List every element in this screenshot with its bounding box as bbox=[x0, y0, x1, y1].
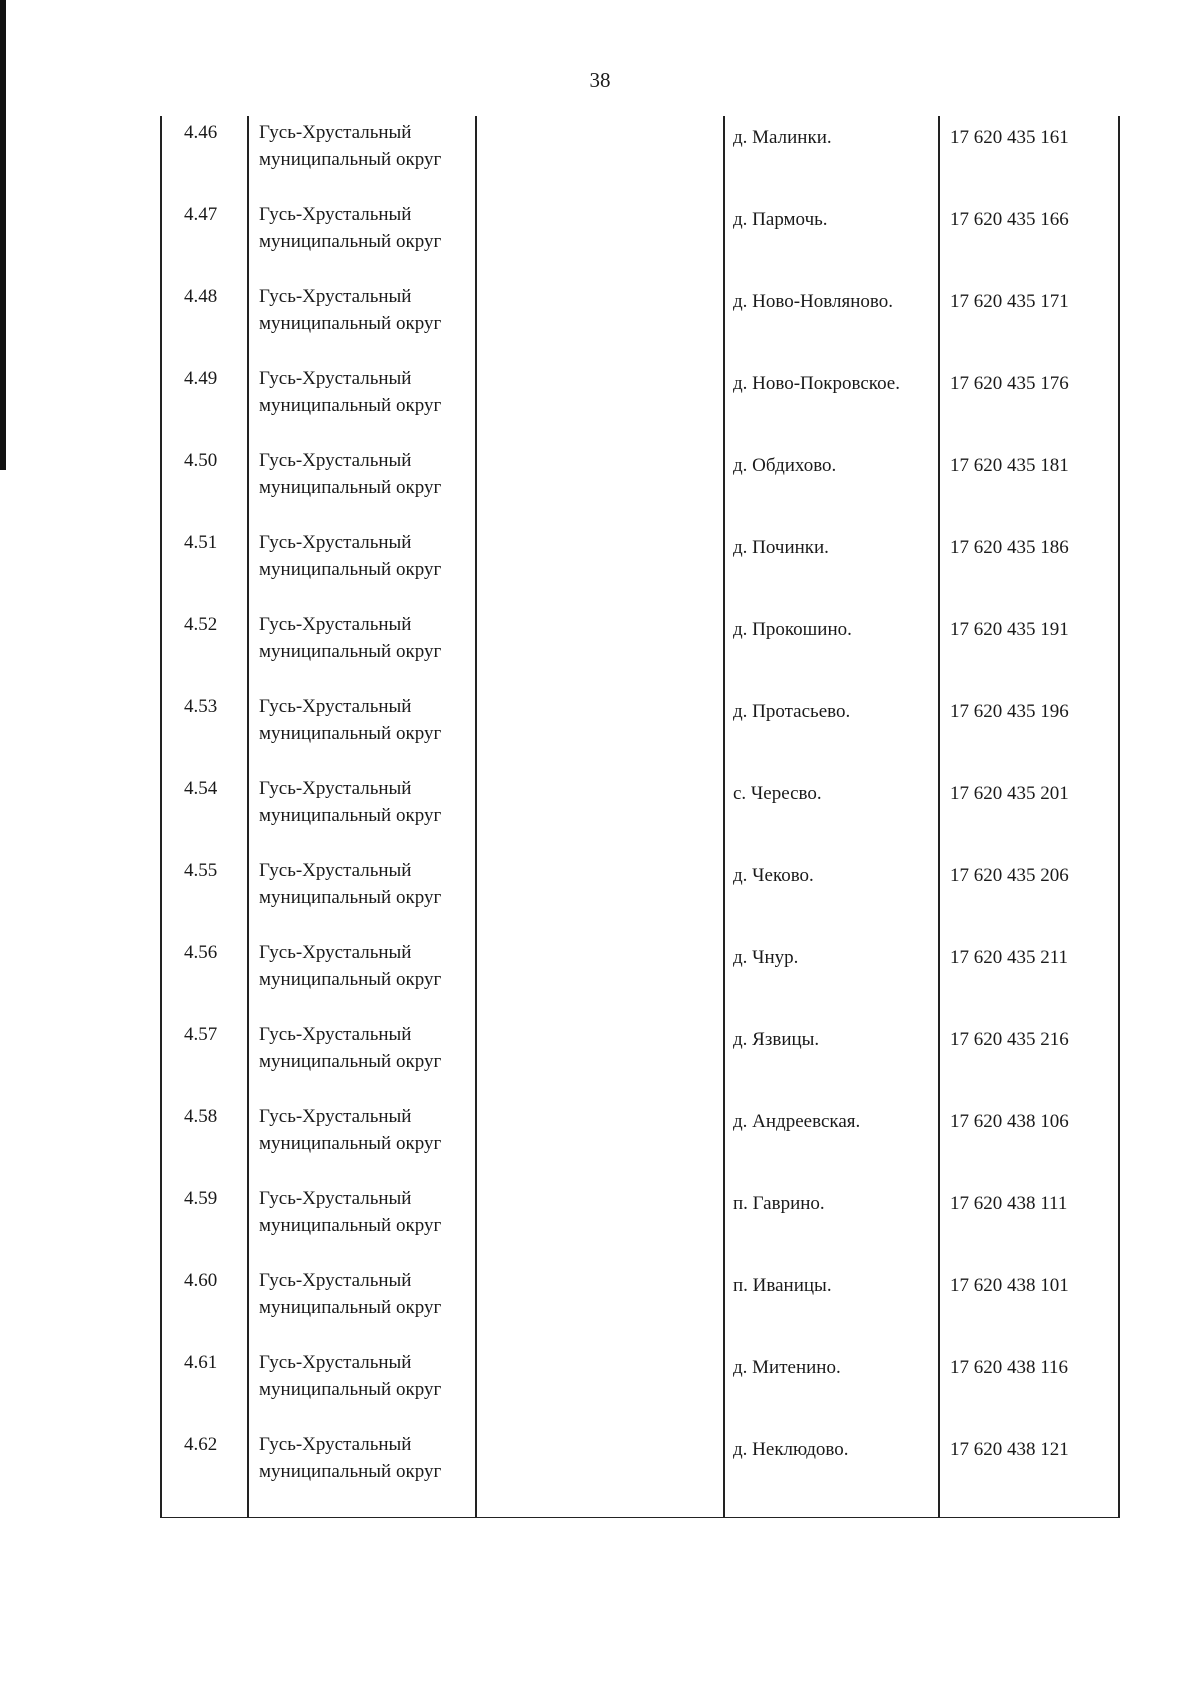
municipality-cell: Гусь-Хрустальный муниципальный округ bbox=[259, 204, 442, 252]
table-row bbox=[160, 1018, 1120, 1100]
row-number: 4.46 bbox=[184, 122, 218, 143]
row-number: 4.57 bbox=[184, 1024, 218, 1045]
municipality-cell: Гусь-Хрустальный муниципальный округ bbox=[259, 696, 442, 744]
oktmo-code-cell: 17 620 435 166 bbox=[950, 209, 1069, 230]
table-row bbox=[160, 362, 1120, 444]
row-number: 4.48 bbox=[184, 286, 218, 307]
oktmo-code-cell: 17 620 435 211 bbox=[950, 947, 1069, 968]
municipality-cell: Гусь-Хрустальный муниципальный округ bbox=[259, 1270, 442, 1318]
settlement-cell: д. Протасьево. bbox=[733, 701, 851, 722]
settlements-table bbox=[160, 116, 1120, 1518]
municipality-cell: Гусь-Хрустальный муниципальный округ bbox=[259, 860, 442, 908]
table-row bbox=[160, 198, 1120, 280]
row-number: 4.50 bbox=[184, 450, 218, 471]
table-row bbox=[160, 116, 1120, 198]
settlement-cell: д. Чнур. bbox=[733, 947, 799, 968]
table-row bbox=[160, 936, 1120, 1018]
municipality-cell: Гусь-Хрустальный муниципальный округ bbox=[259, 532, 442, 580]
settlement-cell: д. Починки. bbox=[733, 537, 829, 558]
row-number: 4.47 bbox=[184, 204, 218, 225]
oktmo-code-cell: 17 620 438 116 bbox=[950, 1357, 1069, 1378]
municipality-cell: Гусь-Хрустальный муниципальный округ bbox=[259, 614, 442, 662]
row-number: 4.61 bbox=[184, 1352, 218, 1373]
settlement-cell: д. Андреевская. bbox=[733, 1111, 861, 1132]
settlement-cell: д. Ново-Новляново. bbox=[733, 291, 893, 312]
row-number: 4.60 bbox=[184, 1270, 218, 1291]
table-row bbox=[160, 1346, 1120, 1428]
oktmo-code-cell: 17 620 438 101 bbox=[950, 1275, 1069, 1296]
settlement-cell: д. Обдихово. bbox=[733, 455, 837, 476]
oktmo-code-cell: 17 620 435 186 bbox=[950, 537, 1069, 558]
table-row bbox=[160, 444, 1120, 526]
municipality-cell: Гусь-Хрустальный муниципальный округ bbox=[259, 1352, 442, 1400]
oktmo-code-cell: 17 620 435 191 bbox=[950, 619, 1069, 640]
table-row bbox=[160, 1264, 1120, 1346]
oktmo-code-cell: 17 620 435 171 bbox=[950, 291, 1069, 312]
row-number: 4.56 bbox=[184, 942, 218, 963]
row-number: 4.55 bbox=[184, 860, 218, 881]
municipality-cell: Гусь-Хрустальный муниципальный округ bbox=[259, 1434, 442, 1482]
row-number: 4.59 bbox=[184, 1188, 218, 1209]
table-row bbox=[160, 772, 1120, 854]
settlement-cell: д. Прокошино. bbox=[733, 619, 852, 640]
row-number: 4.53 bbox=[184, 696, 218, 717]
settlement-cell: п. Гаврино. bbox=[733, 1193, 825, 1214]
oktmo-code-cell: 17 620 438 111 bbox=[950, 1193, 1068, 1214]
settlement-cell: п. Иваницы. bbox=[733, 1275, 832, 1296]
oktmo-code-cell: 17 620 435 176 bbox=[950, 373, 1069, 394]
row-number: 4.62 bbox=[184, 1434, 218, 1455]
table-row bbox=[160, 1182, 1120, 1264]
municipality-cell: Гусь-Хрустальный муниципальный округ bbox=[259, 122, 442, 170]
municipality-cell: Гусь-Хрустальный муниципальный округ bbox=[259, 1188, 442, 1236]
page-number: 38 bbox=[589, 68, 611, 92]
oktmo-code-cell: 17 620 435 181 bbox=[950, 455, 1069, 476]
municipality-cell: Гусь-Хрустальный муниципальный округ bbox=[259, 286, 442, 334]
row-number: 4.49 bbox=[184, 368, 218, 389]
municipality-cell: Гусь-Хрустальный муниципальный округ bbox=[259, 778, 442, 826]
oktmo-code-cell: 17 620 435 206 bbox=[950, 865, 1069, 886]
oktmo-code-cell: 17 620 435 201 bbox=[950, 783, 1069, 804]
settlement-cell: д. Язвицы. bbox=[733, 1029, 820, 1050]
table-row bbox=[160, 690, 1120, 772]
oktmo-code-cell: 17 620 435 216 bbox=[950, 1029, 1069, 1050]
settlement-cell: с. Чересво. bbox=[733, 783, 822, 804]
settlement-cell: д. Малинки. bbox=[733, 127, 832, 148]
settlement-cell: д. Митенино. bbox=[733, 1357, 841, 1378]
table-row bbox=[160, 854, 1120, 936]
oktmo-code-cell: 17 620 438 121 bbox=[950, 1439, 1069, 1460]
table-row bbox=[160, 280, 1120, 362]
table-row bbox=[160, 1100, 1120, 1182]
row-number: 4.51 bbox=[184, 532, 218, 553]
oktmo-code-cell: 17 620 435 196 bbox=[950, 701, 1069, 722]
row-number: 4.54 bbox=[184, 778, 218, 799]
oktmo-code-cell: 17 620 438 106 bbox=[950, 1111, 1069, 1132]
table-row bbox=[160, 608, 1120, 690]
municipality-cell: Гусь-Хрустальный муниципальный округ bbox=[259, 1106, 442, 1154]
table-row bbox=[160, 1428, 1120, 1510]
municipality-cell: Гусь-Хрустальный муниципальный округ bbox=[259, 1024, 442, 1072]
settlement-cell: д. Ново-Покровское. bbox=[733, 373, 900, 394]
municipality-cell: Гусь-Хрустальный муниципальный округ bbox=[259, 368, 442, 416]
table-row bbox=[160, 526, 1120, 608]
municipality-cell: Гусь-Хрустальный муниципальный округ bbox=[259, 450, 442, 498]
municipality-cell: Гусь-Хрустальный муниципальный округ bbox=[259, 942, 442, 990]
row-number: 4.58 bbox=[184, 1106, 218, 1127]
table-border-bottom bbox=[160, 1517, 1120, 1519]
settlement-cell: д. Пармочь. bbox=[733, 209, 828, 230]
settlement-cell: д. Чеково. bbox=[733, 865, 814, 886]
row-number: 4.52 bbox=[184, 614, 218, 635]
oktmo-code-cell: 17 620 435 161 bbox=[950, 127, 1069, 148]
settlement-cell: д. Неклюдово. bbox=[733, 1439, 849, 1460]
